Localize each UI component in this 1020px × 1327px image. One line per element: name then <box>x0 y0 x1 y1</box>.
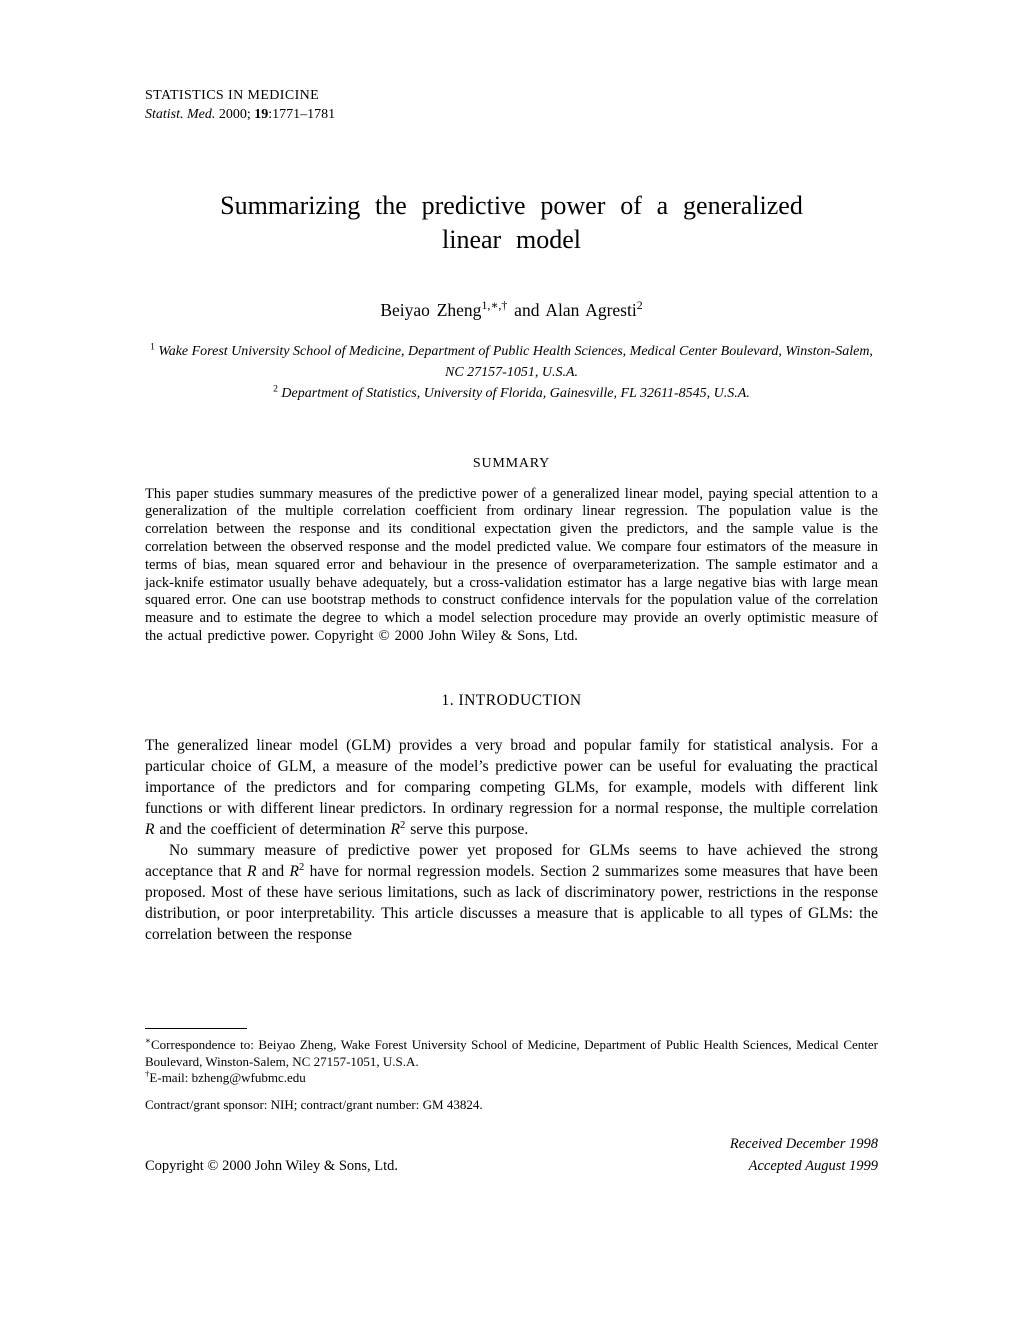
author-2-superscript: 2 <box>636 297 643 312</box>
footnote-rule <box>145 1028 247 1029</box>
intro-paragraph-1 <box>145 735 878 840</box>
intro-p2-var-r: R <box>246 862 257 880</box>
journal-name: STATISTICS IN MEDICINE <box>145 88 320 103</box>
journal-citation <box>145 107 878 123</box>
authors-connector: and <box>507 299 546 320</box>
citation-journal-abbrev: Statist. Med. <box>145 107 216 122</box>
article-title-line2: linear model <box>442 225 581 255</box>
footnote-email-marker: † <box>145 1068 150 1079</box>
author-2-name: Alan Agresti <box>545 299 637 320</box>
intro-p1-var-r2: R <box>390 820 400 838</box>
copyright-line: Copyright © 2000 John Wiley & Sons, Ltd. <box>145 1158 399 1174</box>
affiliation-2 <box>273 383 750 401</box>
affiliation-1-superscript: 1 <box>150 341 155 352</box>
article-title <box>145 189 878 258</box>
intro-p1-text-1: The generalized linear model (GLM) provides a very broad and popular family for statistical analysis. For a particular choice of GLM, a measure of the model’s predictive power can be useful for evaluating the practical importance of the predictors and for comparing competing GLMs, for example, models with different link functions or with different linear predictors. In ordinary regression for a normal response, the multiple correlation <box>145 736 878 817</box>
citation-pages: :1771–1781 <box>268 107 336 122</box>
citation-year: 2000; <box>215 107 255 122</box>
citation-volume: 19 <box>254 107 269 122</box>
affiliation-2-text: Department of Statistics, University of Florida, Gainesville, FL 32611-8545, U.S.A. <box>277 385 750 401</box>
affiliations-block <box>145 341 878 404</box>
footnote-correspondence-marker: ∗ <box>145 1035 152 1046</box>
footnote-email <box>145 1070 878 1087</box>
author-1-superscript: 1,∗,† <box>481 297 508 312</box>
intro-p2-text-2: and <box>256 862 290 880</box>
intro-p2-var-r2-exp: 2 <box>298 861 305 873</box>
summary-text: This paper studies summary measures of the predictive power of a generalized linear model, paying special attention to a generalization of the multiple correlation coefficient from ordinary linear regression. The population value is the correlation between the response and its conditional expectation given the predictors, and the sample value is the correlation between the observed response and the model predicted value. We compare four estimators of the measure in terms of bias, mean squared error and behaviour in the presence of overparameterization. The sample estimator and a jack-knife estimator usually behave adequately, but a cross-validation estimator has a large negative bias with large mean squared error. One can use bootstrap methods to construct confidence intervals for the population value of the correlation measure and to estimate the degree to which a model selection procedure may provide an overly optimistic measure of the actual predictive power. Copyright © 2000 John Wiley & Sons, Ltd. <box>145 485 878 644</box>
footnote-correspondence-text: Correspondence to: Beiyao Zheng, Wake Forest University School of Medicine, Department of Public Health Sciences, Medical Center Boulevard, Winston-Salem, NC 27157-1051, U.S.A. <box>145 1037 878 1069</box>
intro-p1-var-r: R <box>145 820 155 838</box>
footnotes-block <box>145 1028 878 1113</box>
footer-row <box>145 1158 878 1175</box>
accepted-date: Accepted August 1999 <box>748 1158 878 1174</box>
section-heading-introduction: 1. INTRODUCTION <box>441 691 582 709</box>
footnote-correspondence <box>145 1037 878 1070</box>
article-title-line1: Summarizing the predictive power of a generalized <box>220 191 803 220</box>
received-date: Received December 1998 <box>729 1136 878 1152</box>
intro-p1-var-r2-exp: 2 <box>400 819 406 831</box>
affiliation-1 <box>150 341 873 380</box>
footnote-email-text: E-mail: bzheng@wfubmc.edu <box>149 1070 306 1085</box>
intro-p2-var-r2: R <box>289 862 299 880</box>
affiliation-1-text: Wake Forest University School of Medicine, Department of Public Health Sciences, Medical Center Boulevard, Winston-Salem, NC 27157-1051, U.S.A. <box>154 343 873 380</box>
affiliation-2-superscript: 2 <box>273 383 278 394</box>
intro-p1-text-3: serve this purpose. <box>405 820 529 838</box>
page-footer <box>145 1136 878 1175</box>
intro-paragraph-2 <box>145 840 878 945</box>
summary-heading: SUMMARY <box>472 455 551 471</box>
authors-line <box>145 297 878 321</box>
intro-p1-text-2: and the coefficient of determination <box>154 820 391 838</box>
author-1-name: Beiyao Zheng <box>380 299 482 320</box>
page-content <box>145 88 878 945</box>
intro-p2-text-1: No summary measure of predictive power yet proposed for GLMs seems to have achieved the strong acceptance that <box>145 841 878 880</box>
footnote-grant: Contract/grant sponsor: NIH; contract/grant number: GM 43824. <box>145 1096 483 1112</box>
intro-p2-text-3: have for normal regression models. Section 2 summarizes some measures that have been proposed. Most of these have serious limitations, such as lack of discriminatory power, restrictions in the response distribution, or poor interpretability. This article discusses a measure that is applicable to all types of GLMs: the correlation between the response <box>145 862 878 943</box>
